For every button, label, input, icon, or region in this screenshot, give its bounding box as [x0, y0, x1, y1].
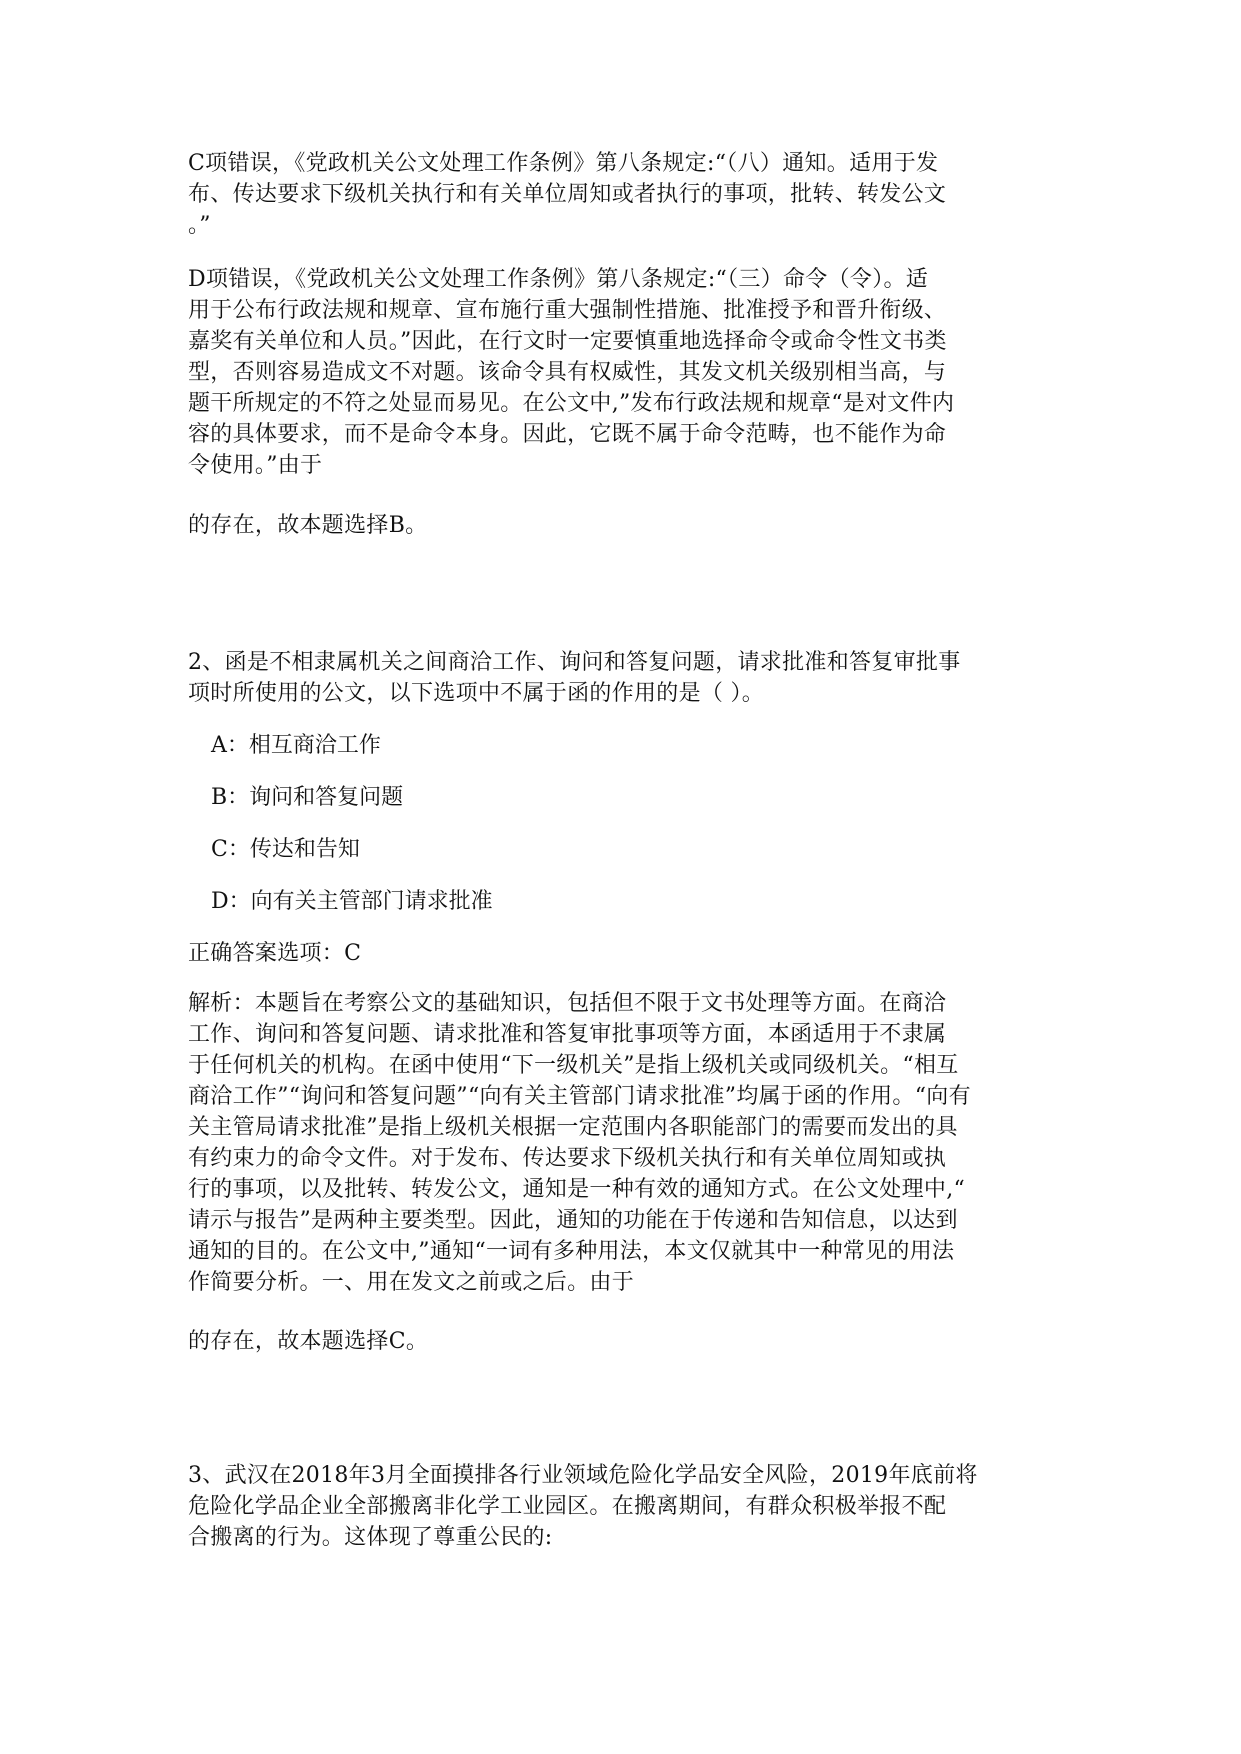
- text-line: 商洽工作”“询问和答复问题”“向有关主管部门请求批准”均属于函的作用。“向有: [188, 1084, 971, 1109]
- text-line: 用于公布行政法规和规章、宣布施行重大强制性措施、批准授予和晋升衔级、: [188, 298, 947, 323]
- text-line: 请示与报告”是两种主要类型。因此，通知的功能在于传递和告知信息，以达到: [188, 1208, 958, 1233]
- q2-analysis: [188, 988, 1060, 1298]
- text-line: 危险化学品企业全部搬离非化学工业园区。在搬离期间，有群众积极举报不配: [188, 1494, 947, 1519]
- q3-stem: [188, 1460, 1060, 1553]
- text-line: 嘉奖有关单位和人员。”因此，在行文时一定要慎重地选择命令或命令性文书类: [188, 329, 947, 354]
- text-line: 容的具体要求，而不是命令本身。因此，它既不属于命令范畴，也不能作为命: [188, 422, 947, 447]
- q2-stem: [188, 647, 1060, 709]
- q1-d-explanation: [188, 264, 1060, 481]
- q2-option-b: B：询问和答复问题: [211, 785, 404, 810]
- q2-option-d: D：向有关主管部门请求批准: [211, 889, 493, 914]
- q1-conclusion: 的存在，故本题选择B。: [188, 513, 428, 538]
- text-line: 令使用。”由于: [188, 453, 323, 478]
- text-line: 合搬离的行为。这体现了尊重公民的:: [188, 1525, 553, 1550]
- text-line: D项错误，《党政机关公文处理工作条例》第八条规定:“（三）命令（令）。适: [188, 267, 929, 292]
- text-line: 项时所使用的公文，以下选项中不属于函的作用的是（ ）。: [188, 681, 765, 706]
- text-line: 工作、询问和答复问题、请求批准和答复审批事项等方面，本函适用于不隶属: [188, 1022, 947, 1047]
- text-line: C项错误，《党政机关公文处理工作条例》第八条规定:“（八）通知。适用于发: [188, 151, 939, 176]
- q2-answer: 正确答案选项：C: [188, 941, 362, 966]
- text-line: 。”: [188, 213, 211, 238]
- text-line: 有约束力的命令文件。对于发布、传达要求下级机关执行和有关单位周知或执: [188, 1146, 947, 1171]
- q1-c-explanation: [188, 148, 1060, 241]
- text-line: 题干所规定的不符之处显而易见。在公文中,”发布行政法规和规章“是对文件内: [188, 391, 955, 416]
- text-line: 2、函是不相隶属机关之间商洽工作、询问和答复问题，请求批准和答复审批事: [188, 650, 961, 675]
- text-line: 作简要分析。一、用在发文之前或之后。由于: [188, 1270, 635, 1295]
- q2-option-c: C：传达和告知: [211, 837, 360, 862]
- text-line: 解析：本题旨在考察公文的基础知识，包括但不限于文书处理等方面。在商洽: [188, 991, 947, 1016]
- q2-option-a: A：相互商洽工作: [211, 733, 381, 758]
- text-line: 通知的目的。在公文中,”通知“一词有多种用法，本文仅就其中一种常见的用法: [188, 1239, 955, 1264]
- text-line: 型，否则容易造成文不对题。该命令具有权威性，其发文机关级别相当高，与: [188, 360, 947, 385]
- text-line: 行的事项，以及批转、转发公文，通知是一种有效的通知方式。在公文处理中,“: [188, 1177, 966, 1202]
- text-line: 布、传达要求下级机关执行和有关单位周知或者执行的事项，批转、转发公文: [188, 182, 947, 207]
- text-line: 于任何机关的机构。在函中使用“下一级机关”是指上级机关或同级机关。“相互: [188, 1053, 959, 1078]
- text-line: 关主管局请求批准”是指上级机关根据一定范围内各职能部门的需要而发出的具: [188, 1115, 958, 1140]
- text-line: 3、武汉在2018年3月全面摸排各行业领域危险化学品安全风险，2019年底前将: [188, 1463, 978, 1488]
- q2-conclusion: 的存在，故本题选择C。: [188, 1329, 429, 1354]
